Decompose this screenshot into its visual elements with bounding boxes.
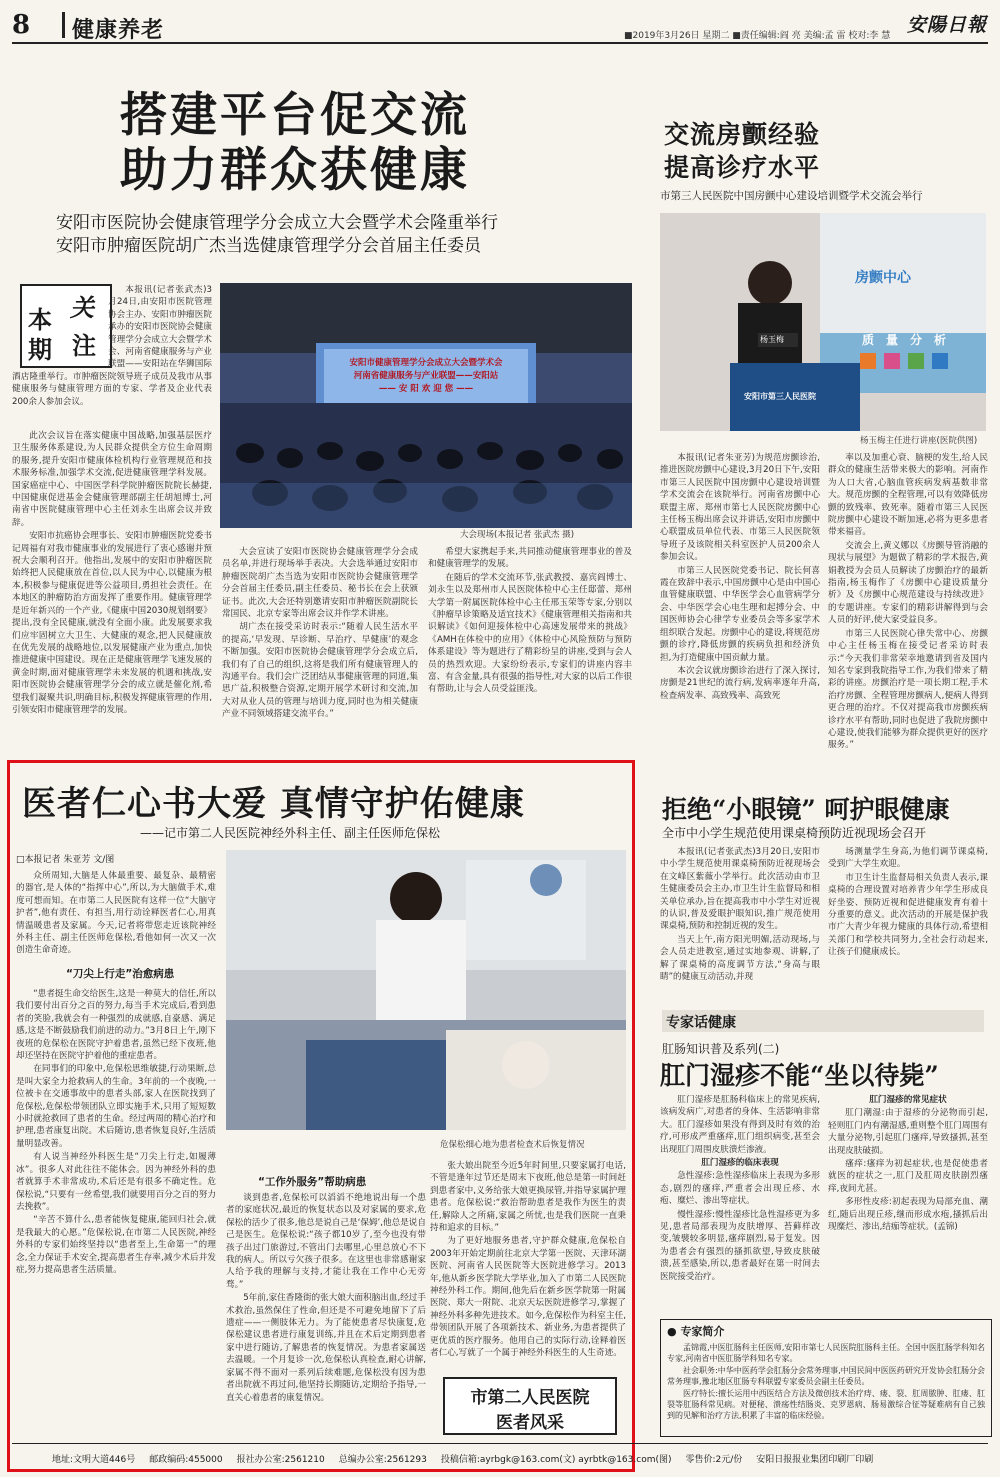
masthead: [12, 8, 988, 44]
right-top-headline-line2: 提高诊疗水平: [664, 153, 821, 182]
screen-char: 析: [934, 333, 959, 347]
story2-paragraph: 在同事们的印象中,危保松思维敏捷,行动果断,总是叫大家全力抢救病人的生命。3年前的一个夜晚,一位被卡在交通事故中的患者头部,家人在医院找到了危保松,危保松带领团队立即实施手术,只用了短短数小时就抢救回了患者的生命。经过两周的精心治疗和护理,患者康复出院。术后随访,患者恢复良好,生活质量明显改善。: [16, 1064, 216, 1149]
main-story-paragraph: 在随后的学术交流环节,张武教授、嘉宾阎博士、刘永生以及郑州市人民医院体检中心主任邸蕾、郑州大学第一附属医院体检中心主任邢玉荣等专家,分别以《肿瘤早诊策略及适宜技术》《健康管理相关指南和共识解读》《如何迎接体检中心高速发展带来的挑战》《AMH在体检中的应用》《体检中心风险预防与预防体系建设》等为题进行了精彩纷呈的讲座,受到与会人员的热烈欢迎。大家纷纷表示,专家们的讲座内容丰富、有含金量,具有很强的指导性,对大家的以后工作很有帮助,让与会人员受益匪浅。: [428, 572, 632, 695]
story2-paragraph: 有人说当神经外科医生是“刀尖上行走,如履薄冰”。很多人对此往往不能体会。因为神经外科的患者就算手术非常成功,术后还是有很多不确定性。危保松说,“只要有一丝希望,我们就要用百分之百的努力去挽救”。: [16, 1152, 216, 1212]
story2-column-left-a: [16, 870, 216, 958]
main-story-paragraph: 胡广杰在接受采访时表示:“随着人民生活水平的提高,‘早发现、早诊断、早治疗、早健康’的观念不断加强。安阳市医院协会健康管理学分会成立后,我们有了自己的组织,这将是我们所有健康管理人的沟通平台。我们会广泛团结从事健康管理的同道,集思广益,积极整合资源,定期开展学术研讨和交流,加大对从业人员的管理与培训力度,同时也为相关健康产业不同领域搭建交流平台。”: [222, 622, 418, 720]
screen-char: 分: [910, 333, 935, 347]
main-story-paragraph: 希望大家携起手来,共同推动健康管理事业的普及和健康管理学的发展。: [428, 547, 632, 570]
expert-intro-box: [660, 1319, 992, 1437]
column-label: 专家话健康: [666, 1015, 736, 1031]
expert-paragraph: 医疗特长:擅长运用中西医结合方法及微创技术治疗痔、瘘、裂、肛周脓肿、肛瘘、肛裂等肛肠科常见病。对便秘、溃疡性结肠炎、克罗恩病、肠易激综合征等疑难病有自己独到的见解和治疗方法,积累了丰富的临床经验。: [667, 1389, 985, 1420]
badge-spacer: [12, 284, 108, 368]
right-mid-paragraph: 当天上午,南方阳光明媚,活动现场,与会人员走进教室,通过实地参观、讲解,了解了课桌椅的高度调节方法,“身高与眼睛”的健康互动活动,并现: [660, 934, 820, 983]
expert-paragraph: 社会职务:中华中医药学会肛肠分会常务理事,中国民间中医医药研究开发协会肛肠分会常务理事,豫北地区肛肠专科联盟专家委员会副主任委员。: [667, 1366, 985, 1386]
main-story-column-1b: [12, 430, 212, 717]
right-top-paragraph: 市第三人民医院心律失常中心、房颤中心主任杨玉梅在接受记者采访时表示:“今天我们非常荣幸地邀请到省及国内知名专家到我院指导工作,为我们带来了精彩的讲座。房颤治疗是一项长期工程,手术治疗房颤、全程管理房颤病人,便病人得到更合理的治疗。不仅对提高我市房颤疾病诊疗水平有帮助,同时也促进了我院房颤中心建设,使我们能够为群众提供更好的医疗服务。”: [828, 628, 988, 751]
expert-intro-text: [661, 1342, 991, 1421]
badge-char-3: 关: [70, 293, 94, 322]
right-top-headline-line1: 交流房颤经验: [664, 120, 821, 149]
story2-column-left-b: [16, 988, 216, 1277]
main-story-photo: [220, 283, 632, 528]
right-bottom-section-head: 肛门湿疹的常见症状: [869, 1095, 947, 1105]
right-mid-column-1: [660, 846, 820, 984]
right-mid-column-2: [828, 846, 988, 960]
right-bottom-paragraph: 肛门潮湿:由于湿疹的分泌物而引起,轻则肛门内有潮湿感,重则整个肛门周围有大量分泌物,引起肛门瘙痒,导致搔抓,甚至出现皮肤破损。: [828, 1108, 988, 1156]
right-top-paragraph: 率以及加重心衰、脑梗的发生,给人民群众的健康生活带来极大的影响。河南作为人口大省,心脑血管疾病发病基数非常大。规范房颤的全程管理,可以有效降低房颤的致残率、致死率。随着市第三人民医院房颤中心建设不断加速,必将为更多患者带来福音。: [828, 453, 988, 538]
right-mid-paragraph: 市卫生计生监督局相关负责人表示,课桌椅的合理设置对培养青少年学生形成良好坐姿、预防近视和促进健康发育有着十分重要的意义。此次活动的开展是保护我市广大青少年视力健康的具体行动,希望相关部门和学校共同努力,全社会行动起来,让孩子们健康成长。: [828, 872, 988, 958]
story2-photo-caption: 危保松细心地为患者检查术后恢复情况: [440, 1140, 585, 1150]
main-story-paragraph: 本报讯(记者张武杰)3月24日,由安阳市医院管理协会主办、安阳市肿瘤医院承办的安阳市医院协会健康管理学分会成立大会暨学术会、河南省健康服务与产业联盟——安阳站在华狮国际酒店隆重举行。市肿瘤医院领导班子成员及我市从事健康服务与健康管理方面的专家、学者及企业代表200余人参加会议。: [12, 285, 212, 407]
right-top-headline: [664, 118, 820, 184]
badge-char-1: 本: [28, 305, 52, 334]
right-bottom-paragraph: 急性湿疹:急性湿疹临床上表现为多形态,剧烈的瘙痒,严重者会出现丘疹、水疱、糜烂、渗出等症状。: [660, 1171, 820, 1207]
main-headline-line1: 搭建平台促交流: [120, 88, 470, 143]
right-top-paragraph: 交流会上,黄义娜以《房颤导管消融的现状与展望》为题做了精彩的学术报告,黄娟教授为会员人员解读了房颤治疗的最新指南,杨玉梅作了《房颤中心建设质量分析》及《房颤中心规范建设与持续改进》的专题讲座。专家们的精彩讲解得到与会人员的好评,使大家受益良多。: [828, 540, 988, 626]
right-bottom-column-1: [660, 1094, 820, 1284]
footer-price: 零售价:2元/份: [685, 1455, 743, 1465]
story2-paragraph: 为了更好地服务患者,守护群众健康,危保松自2003年开始定期前往北京大学第一医院、天津环湖医院、河南省人民医院等大医院进修学习。2013年,他从新乡医学院大学毕业,加入了市第二人民医院神经外科工作。期间,他先后在新乡医学院第一附属医院、郑大一附院、北京天坛医院进修学习,掌握了神经外科多种先进技术。如今,危保松作为科室主任,带领团队开展了各项新技术、新业务,为患者提供了更优质的医疗服务。他用自己的实际行动,诠释着医者仁心,写就了一个属于神经外科医生的人生奇迹。: [430, 1236, 626, 1359]
footer-postcode: 邮政编码:455000: [149, 1455, 223, 1465]
hospital-box-line1: 市第二人民医院: [470, 1388, 590, 1408]
right-top-photo-caption: 杨玉梅主任进行讲座(医院供图): [860, 436, 978, 446]
story2-column-right: [430, 1160, 626, 1361]
photo-nameplate: 杨玉梅: [760, 335, 784, 344]
screen-char: 量: [886, 333, 911, 347]
main-headline-line2: 助力群众获健康: [120, 143, 470, 198]
story2-photo: [226, 850, 626, 1130]
photo-podium-text: 安阳市第三人民医院: [744, 392, 816, 401]
footer-office-phone: 报社办公室:2561210: [236, 1455, 325, 1465]
right-top-photo: [660, 213, 986, 431]
main-headline: [120, 88, 470, 198]
newspaper-logo: 安陽日報: [907, 14, 988, 36]
column-label-bar: [662, 1010, 984, 1032]
main-subhead: [56, 212, 498, 258]
expert-paragraph: 孟锦霞,中医肛肠科主任医师,安阳市第七人民医院肛肠科主任。全国中医肛肠学科知名专家,河南省中医肛肠学科知名专家。: [667, 1343, 985, 1363]
story2-subhead: ——记市第二人民医院神经外科主任、副主任医师危保松: [140, 826, 441, 840]
right-top-subhead: 市第三人民医院中国房颤中心建设培训暨学术交流会举行: [660, 190, 923, 202]
right-top-column-1: [660, 452, 820, 703]
photo-banner-line1: 安阳市健康管理学分会成立大会暨学术会: [349, 358, 503, 368]
main-story-paragraph: 此次会议旨在落实健康中国战略,加强基层医疗卫生服务体系建设,为人民群众提供全方位生命周期的服务,提升安阳市健康体检机构行业管理规范和技术服务标准,加强学术交流,促进健康管理学科发展。国家癌症中心、中国医学科学院肿瘤医院院长赫捷,中国健康促进基金会健康管理部副主任胡旭博士,河南省中医院健康管理中心主任刘永生出席会议并致辞。: [12, 431, 212, 528]
story2-subhead-b: “工作外服务”帮助病患: [258, 1176, 367, 1188]
photo-screen-chars: [862, 331, 958, 348]
issue-meta: ■2019年3月26日 星期二 ■责任编辑:阎 亮 美编:孟 雷 校对:李 慧: [624, 31, 891, 41]
right-bottom-paragraph: 慢性湿疹:慢性湿疹比急性湿疹更为多见,患者局部表现为皮肤增厚、苔藓样改变,皱襞较多明显,瘙痒剧烈,易于复发。因为患者会有强烈的搔抓欲望,导致皮肤破溃,甚至感染,所以,患者最好在第一时间去医院接受治疗。: [660, 1209, 820, 1282]
main-photo-caption: 大会现场(本报记者 张武杰 摄): [460, 530, 575, 540]
right-top-paragraph: 本报讯(记者朱亚芳)为规范房颤诊治,推进医院房颤中心建设,3月20日下午,安阳市第三人民医院中国房颤中心建设培训暨学术交流会在该院举行。河南省房颤中心联盟主席、郑州市第七人民医院房颤中心主任杨玉梅出席会议并讲话,安阳市房颤中心联盟成员单位代表、市第三人民医院领导班子及该院相关科室医护人员200余人参加会议。: [660, 453, 820, 563]
story2-paragraph: “辛苦不算什么,患者能恢复健康,能回归社会,就是我最大的心愿。”危保松说,在市第二人民医院,神经外科的专家们始终坚持以“患者至上,生命第一”的理念,全力保证手术安全,提高患者生存率,减少术后并发症,努力提高患者生活质量。: [16, 1215, 216, 1275]
story2-subhead-a: “刀尖上行走”治愈病患: [66, 968, 175, 980]
footer-printer: 安阳日报报业集团印刷厂印刷: [756, 1455, 874, 1465]
right-bottom-headline: 肛门湿疹不能“坐以待毙”: [660, 1061, 939, 1090]
story2-column-middle: [226, 1192, 426, 1405]
right-mid-headline: 拒绝“小眼镜” 呵护眼健康: [662, 795, 950, 824]
photo-banner: [324, 357, 528, 396]
main-story-column-1: [12, 284, 212, 409]
right-bottom-column-2: [828, 1094, 988, 1234]
expert-intro-title: ● 专家简介: [667, 1325, 725, 1338]
story2-paragraph: 张大娘出院至今近5年时间里,只要家属打电话,不管是逢年过节还是周末下夜班,他总是第一时间赶到患者家中,义务给张大娘更换尿管,并指导家属护理患者。危保松说:“救治帮助患者是我作为医生的责任,解除人之所痛,家属之所忧,也是我们医院一直秉持和追求的目标。”: [430, 1161, 626, 1234]
footer: [12, 1443, 988, 1474]
section-title: 健康养老: [72, 17, 165, 43]
page-number: 8: [12, 10, 31, 40]
main-story-paragraph: 大会宣读了安阳市医院协会健康管理学分会成员名单,并进行现场举手表决。大会选举通过安阳市肿瘤医院胡广杰当选为安阳市医院协会健康管理学分会首届主任委员,副主任委员、秘书长在会上获颁证书。此次,大会还特别邀请安阳市肿瘤医院副院长常国民、北京专家等出席会议并作学术讲座。: [222, 547, 418, 620]
right-top-column-2: [828, 452, 988, 753]
expert-title-text: 专家简介: [680, 1325, 725, 1338]
footer-email: 投稿信箱:ayrbgk@163.com(文) ayrbtk@163.com(图): [440, 1455, 672, 1465]
photo-screen-title: 房颤中心: [855, 270, 911, 286]
main-story-column-2: [222, 546, 418, 722]
right-top-paragraph: 本次会议就房颤诊治进行了深入探讨,房颤是21世纪的流行病,发病率逐年升高,检查病发率、高致残率、高致死: [660, 665, 820, 701]
photo-banner-line2: 河南省健康服务与产业联盟——安阳站: [353, 371, 499, 381]
masthead-divider: [62, 12, 65, 38]
doctor-patient-image: [226, 850, 626, 1130]
hospital-feature-box: [443, 1377, 617, 1435]
main-story-paragraph: 安阳市抗癌协会理事长、安阳市肿瘤医院党委书记周福有对我市健康事业的发展进行了衷心感谢并预祝大会顺利召开。他指出,发展中的安阳市肿瘤医院始终把人民健康放在首位,以人民为中心,以健康为根本,积极参与健康促进等公益项目,勇担社会责任。在本地区的肿瘤防治方面发挥了重要作用。健康管理学是近年新兴的一个产业,《健康中国2030规划纲要》提出,没有全民健康,就没有全面小康。此发展要求我们应牢固树立大卫生、大健康的观念,把人民健康放在优先发展的战略地位,以发展健康产业为重点,加快推进健康中国建设。现在正是健康管理学飞速发展的黄金时期,面对健康管理学未来发展的机遇和挑战,安阳市医院协会健康管理学分会的成立就是催化剂,希望我们凝聚共识,明确目标,积极发挥健康管理的作用,引领安阳市健康管理学的发展。: [12, 531, 212, 715]
photo-banner-line3: —— 安 阳 欢 迎 您 ——: [378, 384, 474, 394]
hospital-box-line2: 医者风采: [496, 1413, 564, 1433]
right-top-paragraph: 市第三人民医院党委书记、院长何喜霞在致辞中表示,中国房颤中心是由中国心血管健康联盟、中华医学会心血管病学分会、中华医学会心电生理和起搏分会、中国医师协会心律学专业委员会等多家学术组织联合发起。房颤中心的建设,将规范房颤的诊疗,降低房颤的疾病负担和经济负担,为打造健康中国贡献力量。: [660, 565, 820, 663]
main-subhead-line1: 安阳市医院协会健康管理学分会成立大会暨学术会隆重举行: [56, 213, 498, 233]
right-mid-subhead: 全市中小学生规范使用课桌椅预防近视现场会召开: [662, 826, 927, 840]
badge-char-4: 注: [72, 331, 96, 360]
right-bottom-paragraph: 多形性皮疹:初起表现为局部充血、潮红,随后出现丘疹,继而形成水疱,搔抓后出现糜烂、渗出,结痂等症状。(孟锦): [828, 1197, 988, 1233]
right-bottom-section-head: 肛门湿疹的临床表现: [701, 1158, 779, 1169]
main-subhead-line2: 安阳市肿瘤医院胡广杰当选健康管理学分会首届主任委员: [56, 236, 481, 256]
footer-editor-phone: 总编办公室:2561293: [338, 1455, 427, 1465]
story2-byline: □本报记者 朱亚芳 文/图: [16, 855, 115, 865]
right-mid-paragraph: 本报讯(记者张武杰)3月20日,安阳市中小学生规范使用课桌椅预防近视现场会在文峰区紫薇小学举行。此次活动由市卫生健康委员会主办,市卫生计生监督局和相关单位承办,旨在提高我市中小学生对近视的认识,普及爱眼护眼知识,推广规范使用课桌椅,预防和控制近视的发生。: [660, 847, 820, 932]
right-mid-paragraph: 场测量学生身高,为他们调节课桌椅,受到广大学生欢迎。: [828, 847, 988, 870]
story2-headline: 医者仁心书大爱 真情守护佑健康: [22, 784, 525, 824]
story2-paragraph: “患者挺生命交给医生,这是一种莫大的信任,所以我们要付出百分之百的努力,每当手术完成后,看到患者的笑脸,我就会有一种强烈的成就感,自豪感、满足感,这是不断鼓励我们前进的动力。”3月8日上午,刚下夜班的危保松在医院守护着患者,虽然已经下夜班,他却还坚持在医院守护着他的重症患者。: [16, 989, 216, 1062]
right-bottom-kicker: 肛肠知识普及系列(二): [662, 1042, 780, 1056]
lecture-podium-image: [660, 213, 986, 431]
story2-paragraph: 众所周知,大脑是人体最重要、最复杂、最精密的器官,是人体的“指挥中心”,所以,为大脑做手术,难度可想而知。在市第二人民医院有这样一位“大脑守护者”,他有责任、有担当,用行动诠释医者仁心,用真情温暖患者及家属。今天,记者将带您走近该院神经外科主任、副主任医师危保松,看他如何一次又一次创造生命奇迹。: [16, 871, 216, 956]
badge-char-2: 期: [28, 335, 52, 364]
conference-hall-image: [220, 283, 632, 528]
right-bottom-paragraph: 瘙痒:瘙痒为初起症状,也是促使患者就医的症状之一,肛门及肛周皮肤剧烈瘙痒,夜间尤甚。: [828, 1159, 988, 1194]
screen-char: 质: [862, 333, 887, 347]
footer-items: [12, 1444, 988, 1473]
story2-paragraph: 谈到患者,危保松可以滔滔不绝地说出每一个患者的家庭状况,最近的恢复状态以及对家属的要求,危保松的活少了很多,他总是说自己是‘保姆’,他总是说自己是医生。危保松说:“孩子都10岁了,至今也没有带孩子出过门旅游过,不管出门去哪里,心里总放心不下我的病人。所以亏欠孩子很多。在这里也非常感谢家人给予我的理解与支持,才能让我在工作中心无旁骛。”: [226, 1193, 426, 1290]
right-bottom-paragraph: 肛门湿疹是肛肠科临床上的常见疾病,该病发病广,对患者的身体、生活影响非常大。肛门湿疹如果没有得到及时有效的治疗,可形成严重瘙痒,肛门组织病变,甚至会出现肛门周围皮肤溃烂渗液。: [660, 1095, 820, 1155]
story2-paragraph: 5年前,家住香隆街的张大娘大面积脑出血,经过手术救治,虽然保住了性命,但还是不可避免地留下了后遗症——一侧肢体无力。为了能使患者尽快康复,危保松建议患者进行康复训练,并且在术后定期到患者家中进行随访,了解患者的恢复情况。为患者家属送去温暖。一个月复诊一次,危保松认真检查,耐心讲解,家属不得不面对一系列后续难题,危保松没有因为患者出院就不再过问,他坚持长期随访,定期给予指导,一直关心着患者的康复情况。: [226, 1293, 426, 1403]
main-story-column-3: [428, 546, 632, 697]
footer-address: 地址:文明大道446号: [52, 1455, 136, 1465]
